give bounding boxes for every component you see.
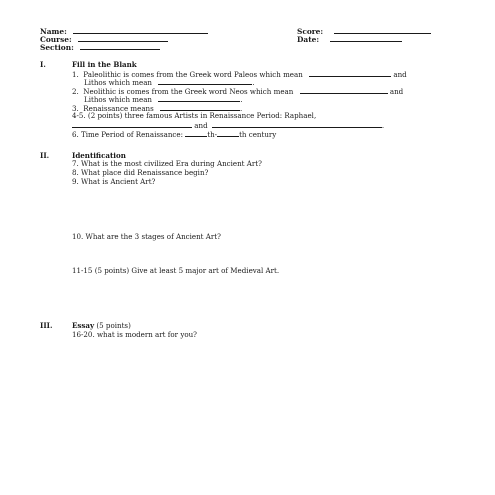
q2-number: 2. [72,87,84,96]
section-blank[interactable] [80,43,160,50]
course-blank[interactable] [78,35,168,42]
q16-20-text: 16-20. what is modern art for you? [72,330,197,339]
name-label: Name: [40,27,67,36]
section-field[interactable] [40,43,160,53]
q45-line2: and . [72,121,384,131]
part1-numeral: I. [40,60,46,69]
part1-title: Fill in the Blank [72,60,137,69]
part3-title: Essay [72,321,95,330]
q2-and: and [389,87,404,96]
q3-text: Renaissance means [83,104,154,113]
q11-15-text: 11-15 (5 points) Give at least 5 major art of Medieval Art. [72,266,280,275]
q1-line2: Lithos which mean . [84,78,255,87]
part2-numeral: II. [40,151,50,160]
date-blank[interactable] [330,35,402,42]
date-field[interactable] [297,35,402,45]
section-label: Section: [40,43,74,52]
q45-blank1[interactable] [72,121,192,128]
q2-blank2[interactable] [158,95,240,102]
course-label: Course: [40,35,72,44]
q1-and: and [393,70,407,79]
q1-line2-text: Lithos which mean [84,78,152,87]
q3-number: 3. [72,104,84,113]
q1-blank1[interactable] [309,70,391,77]
score-label: Score: [297,27,324,36]
score-blank[interactable] [334,27,431,34]
q1-text: Paleolithic is comes from the Greek word Paleos which mean [83,70,303,79]
q8-text: 8. What place did Renaissance begin? [72,168,209,177]
part2-title: Identification [72,151,126,160]
q6-th: th- [207,130,218,139]
q2-line2: Lithos which mean . [84,95,243,104]
q45-and: and [194,121,208,130]
q9-text: 9. What is Ancient Art? [72,177,156,186]
q3-line: 3. Renaissance means . [72,104,243,113]
q2-line2-text: Lithos which mean [84,95,152,104]
part3-points: (5 points) [96,321,131,330]
q6-prefix: 6. Time Period of Renaissance: [72,130,183,139]
part3-numeral: III. [40,321,53,330]
q45-blank2[interactable] [212,121,382,128]
date-label: Date: [297,35,320,44]
q10-text: 10. What are the 3 stages of Ancient Art? [72,232,221,241]
q6-blank1[interactable] [185,130,207,137]
name-blank[interactable] [73,27,208,34]
q3-blank[interactable] [160,104,240,111]
q6-blank2[interactable] [217,130,239,137]
q1-blank2[interactable] [158,78,252,85]
q1-number: 1. [72,70,84,79]
q2-text: Neolithic is comes from the Greek word Neos which mean [83,87,294,96]
q6-line [72,130,276,140]
q6-suffix: th century [239,130,277,139]
q2-blank1[interactable] [300,87,388,94]
q45-line1: 4-5. (2 points) three famous Artists in Renaissance Period: Raphael, [72,111,317,120]
q7-text: 7. What is the most civilized Era during Ancient Art? [72,159,262,168]
